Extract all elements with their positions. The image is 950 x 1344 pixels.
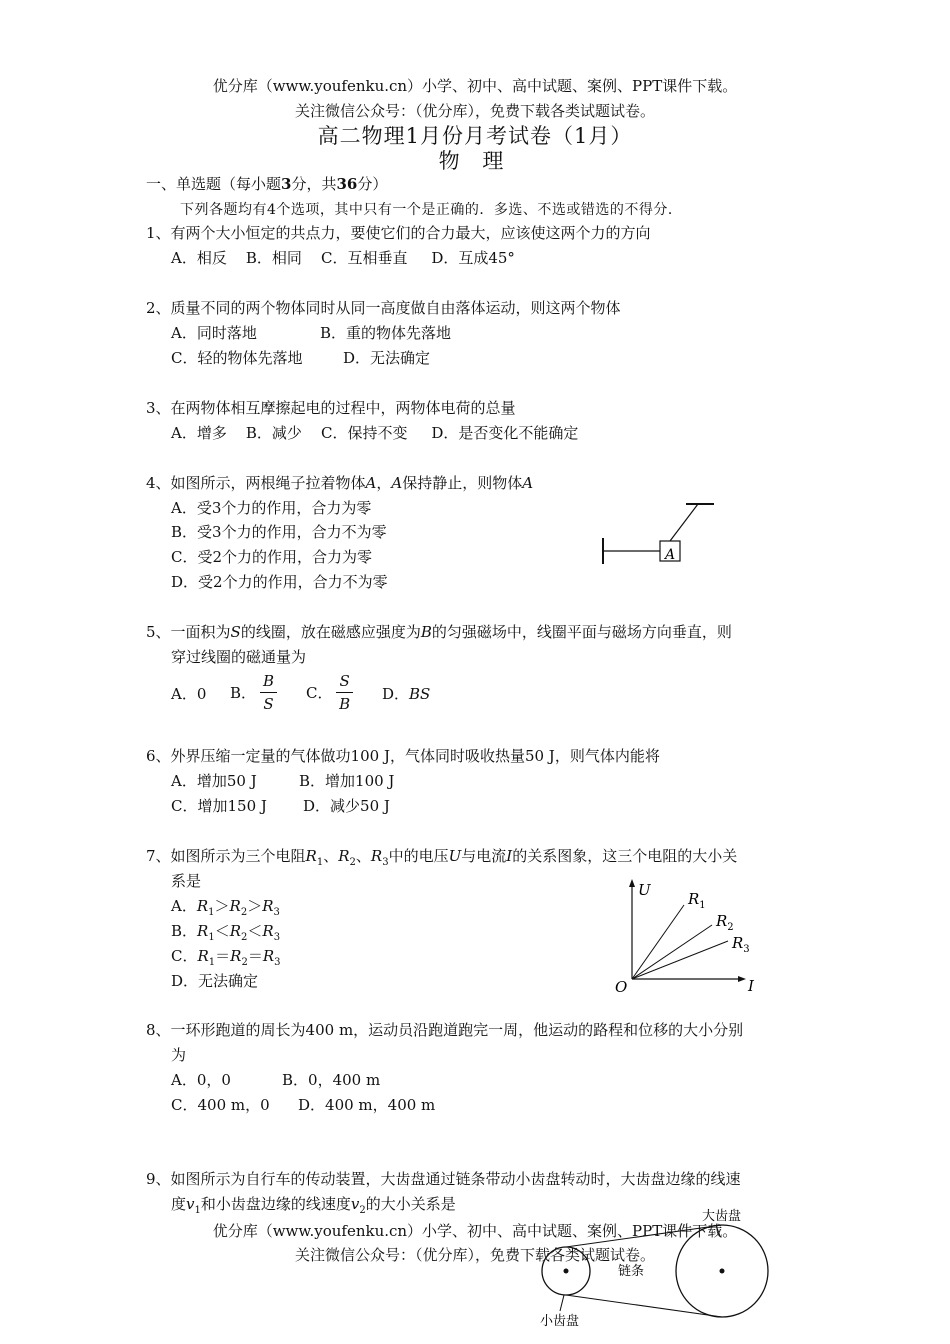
q7-r1-label [687, 890, 706, 911]
q7-var-i: I [506, 847, 513, 865]
q8-option-a: A．0，0 [171, 1071, 231, 1089]
q6-option-b: B．增加100 J [299, 772, 395, 790]
q4-block-label: A [665, 547, 676, 563]
section-heading-suffix: 分） [357, 175, 388, 193]
q7-r2-letter: R [716, 912, 728, 930]
q8-option-d: D．400 m，400 m [298, 1096, 436, 1114]
q7-option-a [171, 895, 280, 918]
q7-r3-label [731, 934, 750, 955]
q9-sub: 1 [194, 1205, 201, 1216]
q2-option-b: B．重的物体先落地 [320, 324, 452, 342]
q5-option-b [230, 670, 281, 715]
q9-stem-part-2: 和小齿盘边缘的线速度 [200, 1195, 351, 1213]
q9-big-gear-center [720, 1269, 725, 1274]
q7-r1-letter: R [688, 890, 700, 908]
q4-stem-part-3: 保持静止，则物体 [402, 474, 523, 492]
footer-line-2: 关注微信公众号：（优分库），免费下载各类试题试卷。 [294, 1246, 655, 1264]
q7-r1-sub: 1 [699, 900, 706, 911]
q4-stem-part-2: ， [376, 474, 392, 492]
q7-stem-part-4: 的关系图象，这三个电阻的大小关 [512, 847, 738, 865]
q5-stem [146, 621, 732, 642]
q7-origin-label: O [615, 978, 628, 996]
footer-line-1: 优分库（www.youfenku.cn）小学、初中、高中试题、案例、PPT课件下载。 [212, 1222, 738, 1240]
q7-sub: 2 [240, 907, 248, 918]
q1-stem: 1、有两个大小恒定的共点力，要使它们的合力最大，应该使这两个力的方向 [146, 224, 651, 242]
q5-fraction-b-numerator: B [260, 670, 277, 693]
q6-option-d: D．减少50 J [303, 797, 390, 815]
q7-option-c [171, 945, 281, 968]
header-line-2: 关注微信公众号：（优分库），免费下载各类试题试卷。 [294, 102, 655, 120]
q9-var-v: v [186, 1195, 195, 1213]
q6-option-a: A．增加50 J [171, 772, 257, 790]
q5-var-s: S [230, 623, 241, 641]
q7-r: R [229, 922, 242, 940]
q7-stem-part-1: 7、如图所示为三个电阻 [146, 847, 306, 865]
q9-small-gear-center [564, 1269, 569, 1274]
q4-stem-part-1: 4、如图所示，两根绳子拉着物体 [146, 474, 366, 492]
q7-stem-line-2: 系是 [171, 872, 202, 890]
q7-sep: 、 [355, 847, 371, 865]
q5-stem-part-1: 5、一面积为 [146, 623, 231, 641]
q2-option-d: D．无法确定 [343, 349, 431, 367]
q7-r: R [262, 947, 275, 965]
q8-option-b: B．0，400 m [282, 1071, 381, 1089]
q5-fraction-b [260, 670, 277, 715]
q6-stem: 6、外界压缩一定量的气体做功100 J，气体同时吸收热量50 J，则气体内能将 [146, 747, 660, 765]
q7-stem [146, 845, 737, 868]
q2-stem: 2、质量不同的两个物体同时从同一高度做自由落体运动，则这两个物体 [146, 299, 621, 317]
q9-big-gear-label: 大齿盘 [702, 1209, 742, 1224]
q9-stem-part-3: 的大小关系是 [365, 1195, 456, 1213]
q7-var-u: U [448, 847, 462, 865]
q4-var-a: A [365, 474, 377, 492]
q6-option-c: C．增加150 J [171, 797, 267, 815]
q7-sub: 2 [241, 957, 248, 968]
q7-r: R [370, 847, 383, 865]
section-heading-mid: 分，共 [291, 175, 337, 193]
q7-sub: 3 [273, 907, 280, 918]
q4-option-b: B．受3个力的作用，合力不为零 [171, 523, 387, 541]
q9-stem: 9、如图所示为自行车的传动装置，大齿盘通过链条带动小齿盘转动时，大齿盘边缘的线速 [146, 1170, 741, 1188]
q7-sep: 、 [323, 847, 339, 865]
q7-r2-label [715, 912, 734, 933]
q7-relation: ＝ [215, 947, 231, 965]
q8-stem-line-2: 为 [171, 1046, 187, 1064]
q5-stem-part-2: 的线圈，放在磁感应强度为 [240, 623, 421, 641]
exam-subtitle: 物 理 [438, 149, 512, 173]
q5-option-c [306, 670, 357, 715]
q7-stem-part-3: 与电流 [461, 847, 507, 865]
q9-sub: 2 [359, 1205, 366, 1216]
q7-r: R [196, 897, 209, 915]
header-line-1: 优分库（www.youfenku.cn）小学、初中、高中试题、案例、PPT课件下载。 [212, 77, 738, 95]
q7-i-label: I [748, 977, 754, 995]
q4-figure [598, 500, 718, 570]
q7-u-label: U [638, 881, 651, 899]
q4-var-a: A [522, 474, 534, 492]
points-total: 36 [336, 175, 358, 193]
q7-r: R [262, 922, 274, 940]
q5-fraction-b-denominator: S [263, 695, 274, 713]
q3-stem: 3、在两物体相互摩擦起电的过程中，两物体电荷的总量 [146, 399, 516, 417]
q7-i-arrow-icon [738, 976, 746, 982]
q8-option-c: C．400 m，0 [171, 1096, 270, 1114]
q9-var-v: v [350, 1195, 360, 1213]
q7-sub: 2 [241, 932, 248, 943]
q7-sub: 3 [274, 957, 281, 968]
q9-stem-part-1: 度 [171, 1195, 187, 1213]
q4-option-c: C．受2个力的作用，合力为零 [171, 548, 373, 566]
q3-options: A．增多 B．减少 C．保持不变 D．是否变化不能确定 [171, 424, 579, 442]
q7-r: R [197, 947, 209, 965]
q7-r: R [262, 897, 274, 915]
q7-ui-graph [608, 875, 768, 1000]
q5-fraction-c-denominator: B [339, 695, 351, 713]
q7-r2-sub: 2 [727, 922, 734, 933]
q7-line-r1 [632, 905, 684, 979]
q5-fraction-c-numerator: S [336, 670, 352, 693]
q4-option-d: D．受2个力的作用，合力不为零 [171, 573, 388, 591]
q9-chain-bottom [566, 1295, 722, 1317]
q5-option-d [382, 683, 430, 704]
q9-chain-label: 链条 [618, 1264, 645, 1279]
q7-relation: ＜ [247, 922, 263, 940]
q7-option-prefix: C． [171, 947, 198, 965]
q7-r3-letter: R [732, 934, 744, 952]
q7-r3-sub: 3 [743, 944, 750, 955]
q8-stem: 8、一环形跑道的周长为400 m，运动员沿跑道跑完一周，他运动的路程和位移的大小分别 [146, 1021, 744, 1039]
q7-relation: ＝ [247, 947, 263, 965]
q1-options: A．相反 B．相同 C．互相垂直 D．互成45° [171, 249, 515, 267]
q7-r: R [338, 847, 350, 865]
section-instruction: 下列各题均有4个选项，其中只有一个是正确的．多选、不选或错选的不得分． [180, 202, 683, 218]
q7-sub: 1 [316, 857, 324, 868]
q7-sub: 1 [208, 907, 215, 918]
q5-var-b: B [420, 623, 432, 641]
q7-option-prefix: B． [171, 922, 198, 940]
q7-sub: 1 [208, 957, 216, 968]
q5-fraction-c [336, 670, 352, 715]
q7-r: R [230, 947, 242, 965]
q7-r: R [305, 847, 317, 865]
q7-relation: ＜ [214, 922, 230, 940]
q2-option-a: A．同时落地 [171, 324, 257, 342]
q2-option-c: C．轻的物体先落地 [171, 349, 303, 367]
q9-small-gear-label: 小齿盘 [540, 1314, 580, 1329]
q4-slanted-rope [670, 504, 698, 541]
q7-relation: ＞ [247, 897, 263, 915]
q5-option-d-value: BS [409, 685, 431, 703]
q7-sub: 2 [349, 857, 356, 868]
q5-option-c-label: C． [306, 684, 333, 702]
q9-stem-line-2 [171, 1193, 456, 1216]
q5-option-a: A．0 [171, 685, 207, 703]
q7-r: R [197, 922, 209, 940]
q7-r: R [229, 897, 241, 915]
q4-var-a: A [391, 474, 403, 492]
section-heading [146, 173, 387, 194]
q7-stem-part-2: 中的电压 [388, 847, 449, 865]
points-each: 3 [281, 175, 292, 193]
q5-option-d-label: D． [382, 685, 410, 703]
q5-stem-line-2: 穿过线圈的磁通量为 [171, 648, 307, 666]
q5-stem-part-3: 的匀强磁场中，线圈平面与磁场方向垂直，则 [431, 623, 732, 641]
q7-sub: 3 [273, 932, 281, 943]
exam-title: 高二物理1月份月考试卷（1月） [317, 124, 633, 148]
q7-u-arrow-icon [629, 879, 635, 887]
q7-option-b [171, 920, 280, 943]
section-heading-prefix: 一、单选题（每小题 [146, 175, 282, 193]
q9-small-gear-leader [560, 1295, 564, 1311]
q4-stem [146, 472, 533, 493]
q7-relation: ＞ [214, 897, 230, 915]
q7-sub: 1 [208, 932, 215, 943]
q5-option-b-label: B． [230, 684, 257, 702]
q7-option-prefix: A． [171, 897, 197, 915]
q4-option-a: A．受3个力的作用，合力为零 [171, 499, 372, 517]
q7-sub: 3 [382, 857, 389, 868]
q7-option-d: D．无法确定 [171, 972, 259, 990]
